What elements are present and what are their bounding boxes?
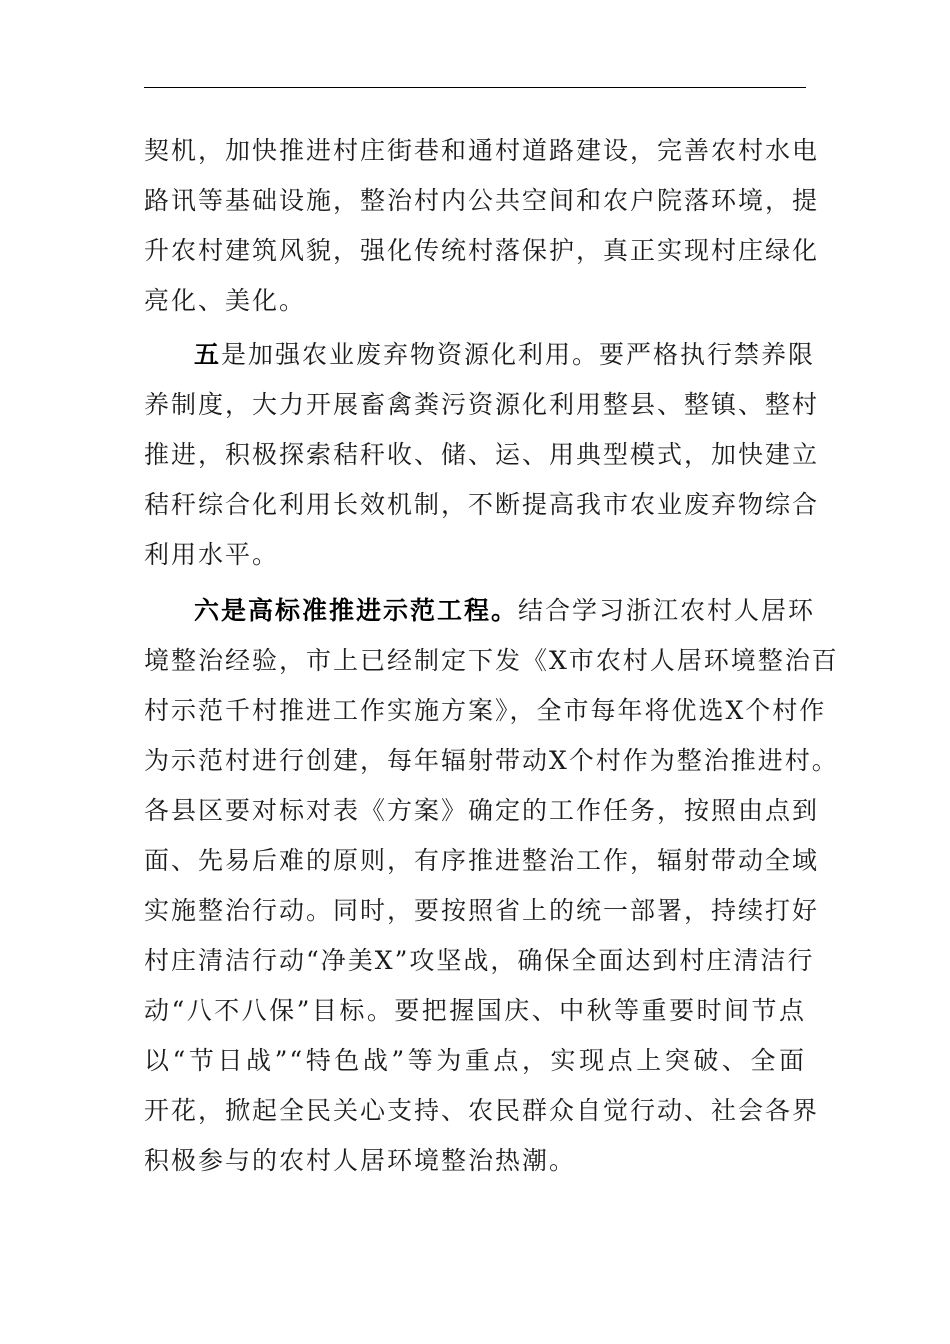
text-line: 升农村建筑风貌，强化传统村落保护，真正实现村庄绿化 — [144, 236, 820, 265]
text-line: 推进，积极探索秸秆收、储、运、用典型模式，加快建立 — [144, 440, 820, 469]
text-line: 动“八不八保”目标。要把握国庆、中秋等重要时间节点 — [144, 996, 806, 1025]
text-line: 村示范千村推进工作实施方案》，全市每年将优选X个村作 — [144, 696, 827, 725]
text-line — [144, 330, 816, 380]
document-body — [144, 126, 839, 1186]
text-line: 亮化、美化。 — [144, 286, 307, 315]
text-line: 以“节日战”“特色战”等为重点，实现点上突破、全面 — [144, 1046, 806, 1075]
text-line: 面、先易后难的原则，有序推进整治工作，辐射带动全域 — [144, 846, 820, 875]
paragraph-3 — [144, 586, 839, 1186]
text-line: 秸秆综合化利用长效机制，不断提高我市农业废弃物综合 — [144, 490, 820, 519]
text-line: 境整治经验，市上已经制定下发《X市农村人居环境整治百 — [144, 646, 839, 675]
text-line: 为示范村进行创建，每年辐射带动X个村作为整治推进村。 — [144, 746, 839, 775]
paragraph-lead: 五 — [194, 340, 222, 369]
text-line — [144, 586, 816, 636]
text-line: 契机，加快推进村庄街巷和通村道路建设，完善农村水电 — [144, 136, 820, 165]
text-line: 路讯等基础设施，整治村内公共空间和农户院落环境，提 — [144, 186, 820, 215]
text-line: 养制度，大力开展畜禽粪污资源化利用整县、整镇、整村 — [144, 390, 820, 419]
text-line: 开花，掀起全民关心支持、农民群众自觉行动、社会各界 — [144, 1096, 820, 1125]
text-line: 各县区要对标对表《方案》确定的工作任务，按照由点到 — [144, 796, 820, 825]
text-line: 利用水平。 — [144, 540, 280, 569]
paragraph-1 — [144, 126, 820, 326]
text-line: 实施整治行动。同时，要按照省上的统一部署，持续打好 — [144, 896, 820, 925]
paragraph-lead: 六是高标准推进示范工程。 — [194, 596, 519, 625]
text-line: 积极参与的农村人居环境整治热潮。 — [144, 1146, 577, 1175]
paragraph-2 — [144, 330, 820, 580]
header-rule — [144, 87, 806, 88]
text-line: 村庄清洁行动“净美X”攻坚战，确保全面达到村庄清洁行 — [144, 946, 815, 975]
paragraph-first-line: 是加强农业废弃物资源化利用。要严格执行禁养限 — [221, 340, 816, 369]
paragraph-first-line: 结合学习浙江农村人居环 — [518, 596, 816, 625]
